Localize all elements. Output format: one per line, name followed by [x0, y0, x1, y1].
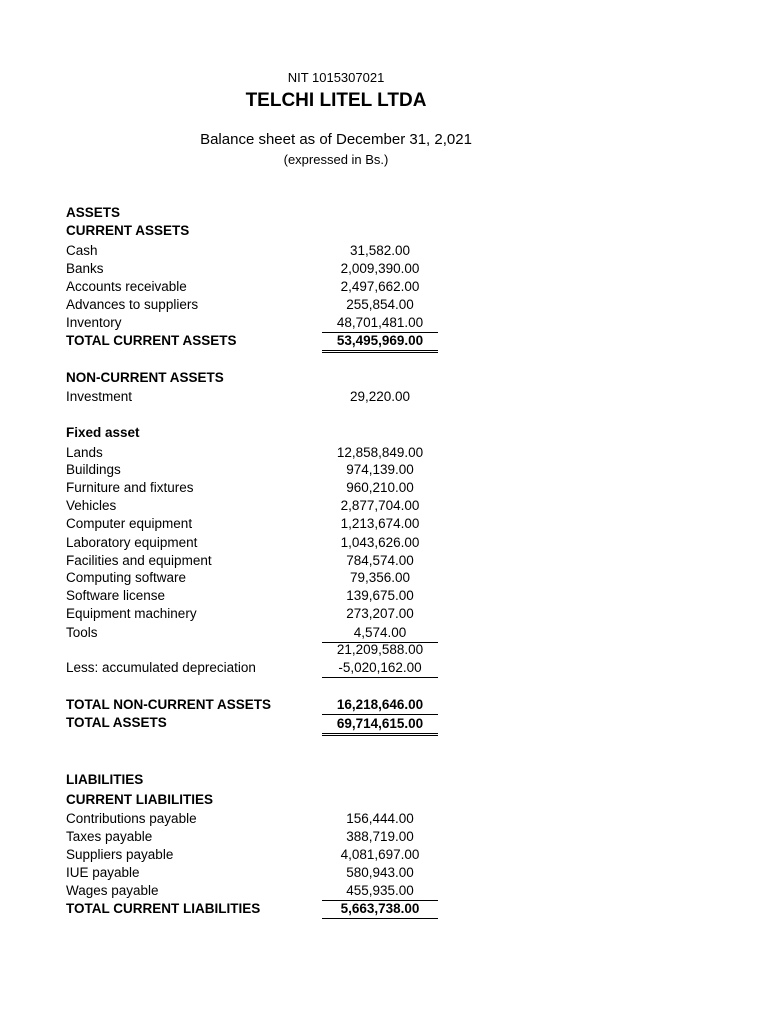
assets-heading: ASSETS [66, 205, 121, 220]
current-liabilities-heading: CURRENT LIABILITIES [66, 792, 213, 807]
line-item-banks: Banks 2,009,390.00 [66, 261, 420, 276]
accumulated-depreciation: Less: accumulated depreciation -5,020,162.00 [66, 659, 446, 677]
line-item-facilities: Facilities and equipment 784,574.00 [66, 553, 414, 568]
current-assets-heading: CURRENT ASSETS [66, 223, 190, 238]
line-item-inventory: Inventory 48,701,481.00 [66, 314, 446, 332]
fixed-assets-subtotal: 21,209,588.00 [336, 642, 424, 657]
line-item-laboratory-equipment: Laboratory equipment 1,043,626.00 [66, 535, 420, 550]
line-item-cash: Cash 31,582.00 [66, 243, 411, 258]
liabilities-heading: LIABILITIES [66, 772, 144, 787]
line-item-computing-software: Computing software 79,356.00 [66, 570, 411, 585]
line-item-tools: Tools 4,574.00 [66, 624, 446, 642]
fixed-asset-heading: Fixed asset [66, 425, 140, 440]
line-item-contributions-payable: Contributions payable 156,444.00 [66, 811, 414, 826]
line-item-vehicles: Vehicles 2,877,704.00 [66, 498, 420, 513]
non-current-assets-heading: NON-CURRENT ASSETS [66, 370, 224, 385]
line-item-lands: Lands 12,858,849.00 [66, 445, 424, 460]
line-item-iue-payable: IUE payable 580,943.00 [66, 865, 414, 880]
currency-note: (expressed in Bs.) [283, 152, 389, 167]
line-item-suppliers-payable: Suppliers payable 4,081,697.00 [66, 847, 420, 862]
line-item-furniture: Furniture and fixtures 960,210.00 [66, 480, 414, 495]
total-assets: TOTAL ASSETS 69,714,615.00 [66, 714, 446, 732]
line-item-equipment-machinery: Equipment machinery 273,207.00 [66, 606, 414, 621]
line-item-computer-equipment: Computer equipment 1,213,674.00 [66, 516, 420, 531]
line-item-software-license: Software license 139,675.00 [66, 588, 414, 603]
line-item-buildings: Buildings 974,139.00 [66, 462, 414, 477]
total-non-current-assets: TOTAL NON-CURRENT ASSETS 16,218,646.00 [66, 697, 424, 712]
company-name: TELCHI LITEL LTDA [245, 90, 427, 111]
nit-number: NIT 1015307021 [287, 70, 385, 85]
total-current-liabilities: TOTAL CURRENT LIABILITIES 5,663,738.00 [66, 900, 446, 918]
statement-title: Balance sheet as of December 31, 2,021 [200, 131, 472, 148]
line-item-investment: Investment 29,220.00 [66, 389, 411, 404]
line-item-taxes-payable: Taxes payable 388,719.00 [66, 829, 414, 844]
line-item-advances-to-suppliers: Advances to suppliers 255,854.00 [66, 297, 414, 312]
line-item-accounts-receivable: Accounts receivable 2,497,662.00 [66, 279, 420, 294]
total-current-assets: TOTAL CURRENT ASSETS 53,495,969.00 [66, 332, 446, 350]
line-item-wages-payable: Wages payable 455,935.00 [66, 882, 446, 900]
